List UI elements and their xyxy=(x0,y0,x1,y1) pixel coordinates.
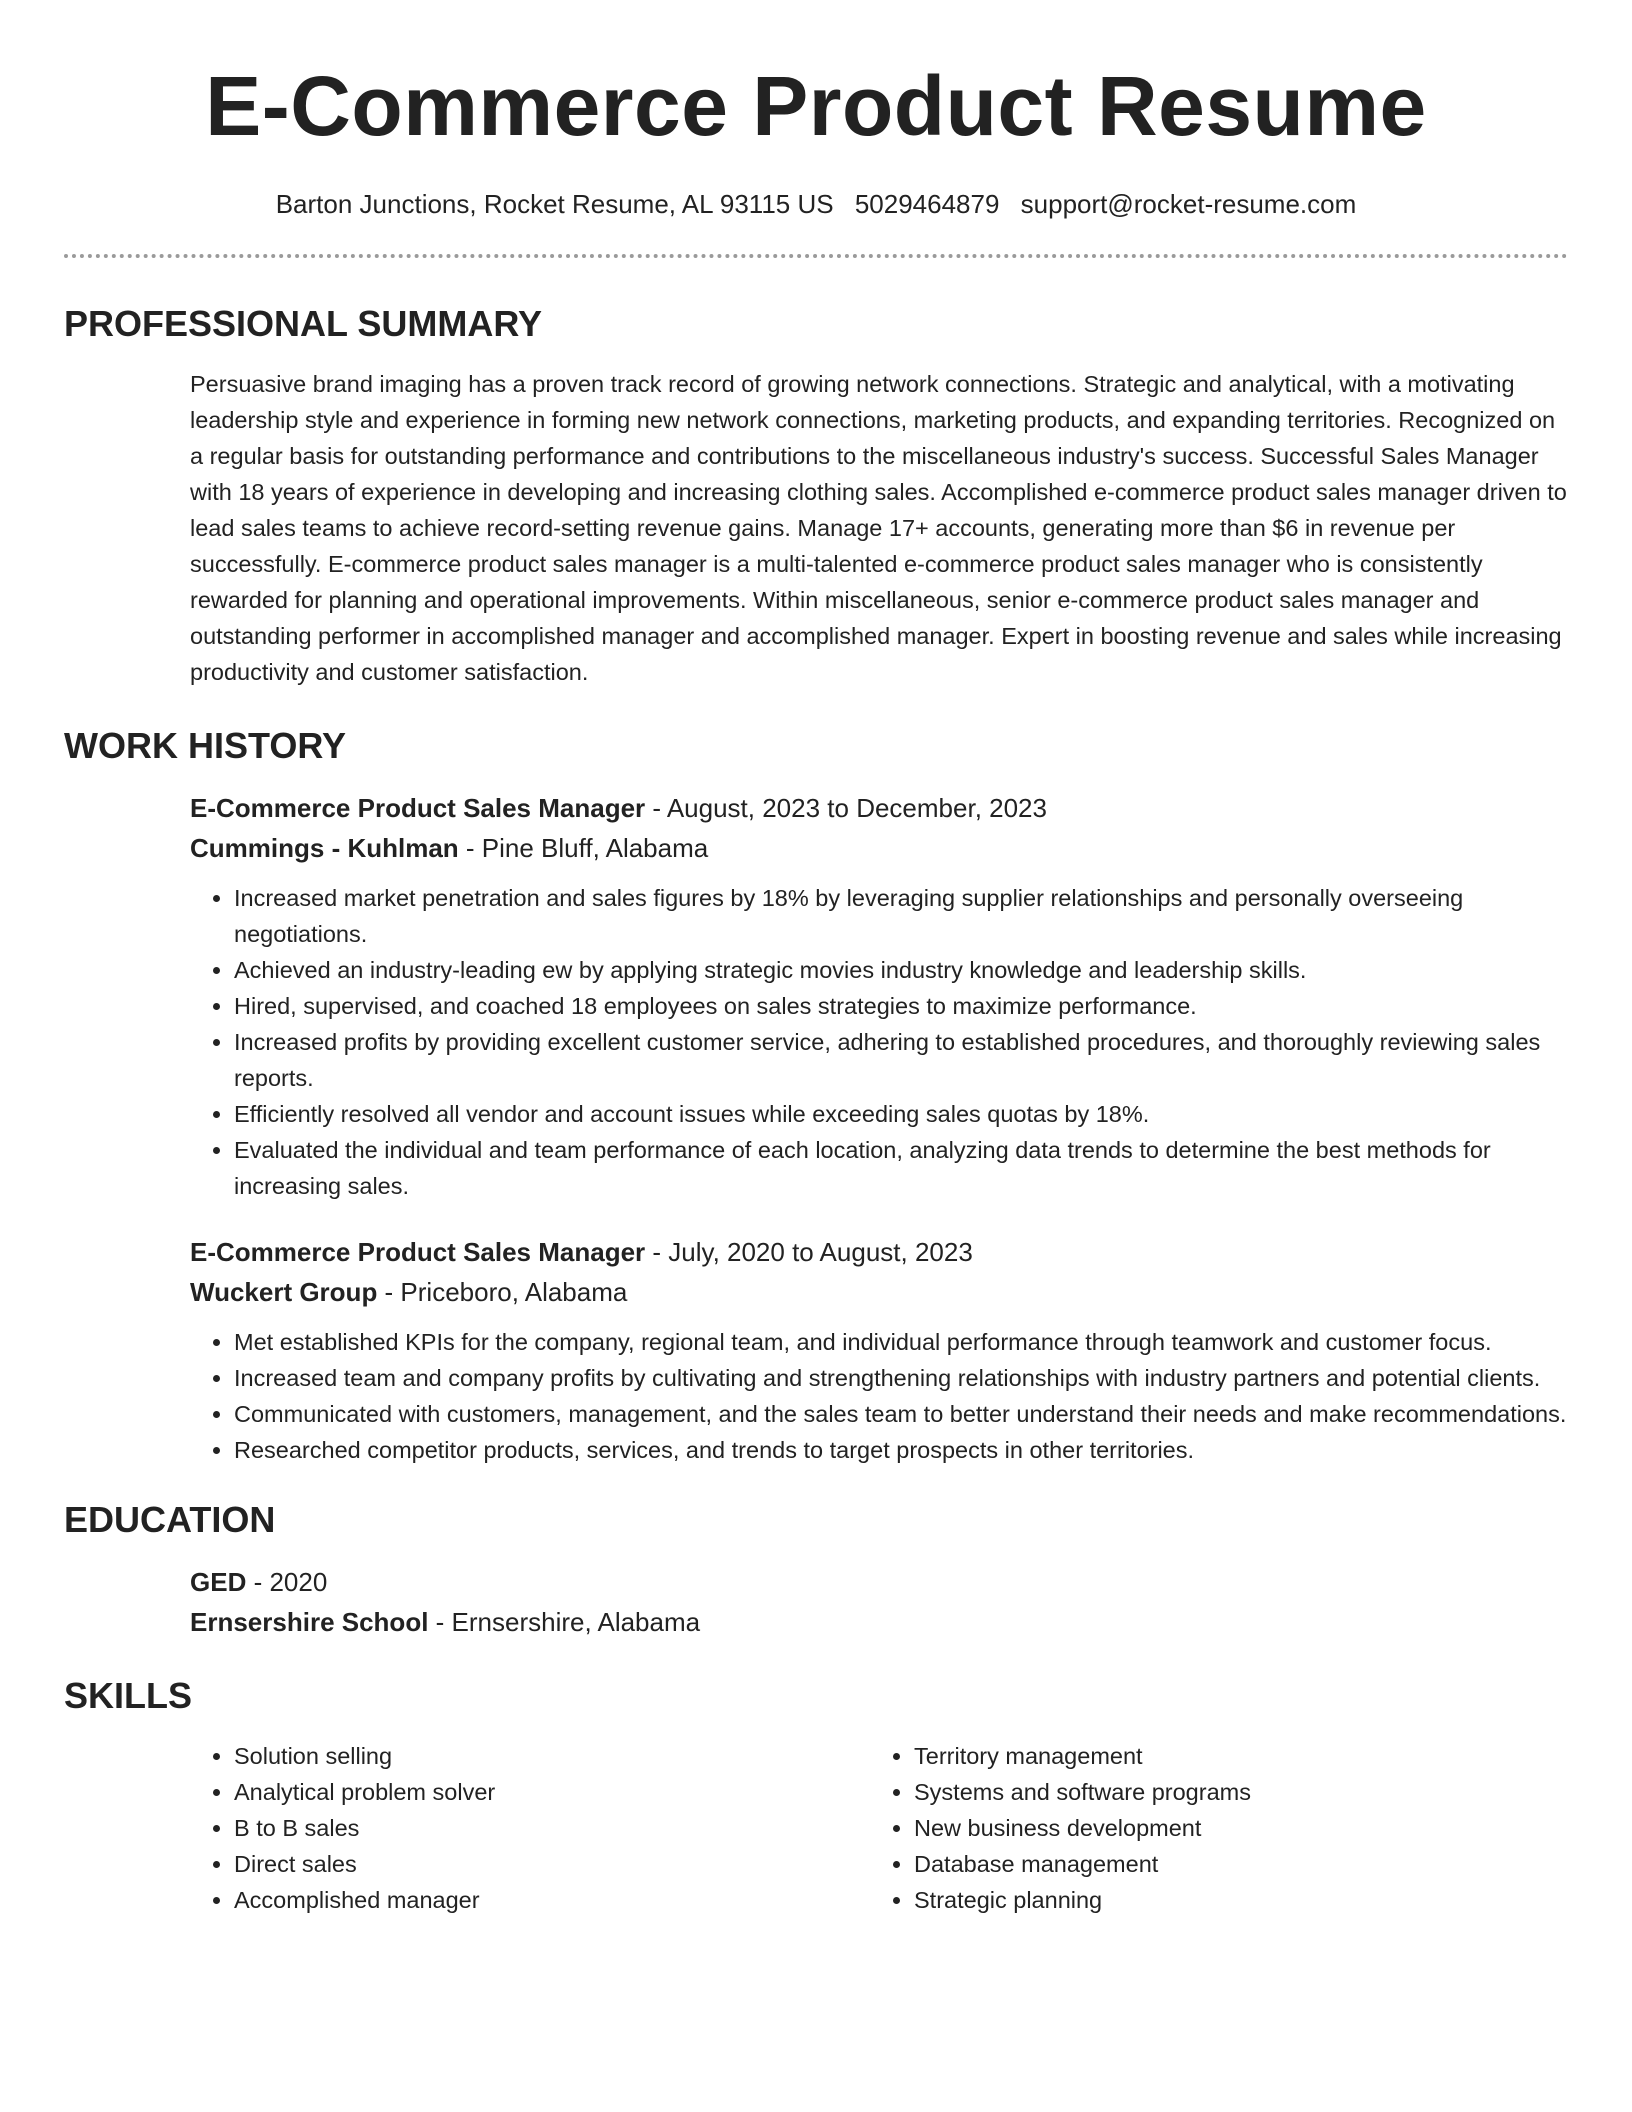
skill-item: • Accomplished manager xyxy=(234,1882,870,1918)
skill-item: • Direct sales xyxy=(234,1846,870,1882)
job-location: - Priceboro, Alabama xyxy=(377,1277,628,1307)
job-company-line xyxy=(190,828,1568,868)
work-history-body xyxy=(64,788,1568,1468)
job-role: E-Commerce Product Sales Manager xyxy=(190,793,646,823)
job-entry xyxy=(190,1232,1568,1468)
education-section xyxy=(64,1498,1568,1642)
skill-item: • B to B sales xyxy=(234,1810,870,1846)
work-history-section xyxy=(64,724,1568,1468)
education-body xyxy=(64,1562,1568,1642)
job-bullet: • Evaluated the individual and team performance of each location, analyzing data trends to determine the best methods for increasing sales. xyxy=(234,1132,1568,1204)
job-company-line xyxy=(190,1272,1568,1312)
skills-heading: SKILLS xyxy=(64,1675,193,1716)
job-role-line xyxy=(190,1232,1568,1272)
resume-header xyxy=(64,0,1568,258)
job-bullets xyxy=(190,1324,1568,1468)
job-bullet: • Efficiently resolved all vendor and account issues while exceeding sales quotas by 18%. xyxy=(234,1096,1568,1132)
contact-email: support@rocket-resume.com xyxy=(1020,189,1357,219)
job-bullet: • Communicated with customers, management, and the sales team to better understand their needs and make recommendations. xyxy=(234,1396,1568,1432)
education-school: Ernsershire School xyxy=(190,1607,429,1637)
education-school-line xyxy=(190,1602,1568,1642)
job-entry xyxy=(190,788,1568,1204)
job-bullet: • Hired, supervised, and coached 18 employees on sales strategies to maximize performance. xyxy=(234,988,1568,1024)
skills-body xyxy=(64,1738,1568,1918)
job-company: Wuckert Group xyxy=(190,1277,378,1307)
education-degree-line xyxy=(190,1562,1568,1602)
skill-item: • New business development xyxy=(914,1810,1550,1846)
skill-item: • Territory management xyxy=(914,1738,1550,1774)
job-company: Cummings - Kuhlman xyxy=(190,833,459,863)
contact-line xyxy=(64,186,1568,222)
skills-list-left xyxy=(190,1738,870,1918)
job-bullet: • Met established KPIs for the company, regional team, and individual performance through teamwork and customer focus. xyxy=(234,1324,1568,1360)
skills-list-right xyxy=(870,1738,1550,1918)
job-role: E-Commerce Product Sales Manager xyxy=(190,1237,646,1267)
job-dates: - August, 2023 to December, 2023 xyxy=(645,793,1047,823)
job-bullet: • Increased profits by providing excellent customer service, adhering to established procedures, and thoroughly reviewing sales reports. xyxy=(234,1024,1568,1096)
summary-text: Persuasive brand imaging has a proven track record of growing network connections. Strategic and analytical, with a motivating leadership style and experience in forming new network connections, marketing products, and expanding territories. Recognized on a regular basis for outstanding performance and contributions to the miscellaneous industry's success. Successful Sales Manager with 18 years of experience in developing and increasing clothing sales. Accomplished e-commerce product sales manager driven to lead sales teams to achieve record-setting revenue gains. Manage 17+ accounts, generating more than $6 in revenue per successfully. E-commerce product sales manager is a multi-talented e-commerce product sales manager who is consistently rewarded for planning and operational improvements. Within miscellaneous, senior e-commerce product sales manager and outstanding performer in accomplished manager and accomplished manager. Expert in boosting revenue and sales while increasing productivity and customer satisfaction. xyxy=(190,371,1567,685)
education-heading: EDUCATION xyxy=(64,1499,276,1540)
summary-heading: PROFESSIONAL SUMMARY xyxy=(64,303,543,344)
work-history-heading: WORK HISTORY xyxy=(64,725,347,766)
summary-body xyxy=(64,366,1568,690)
summary-section xyxy=(64,302,1568,690)
contact-phone: 5029464879 xyxy=(854,189,1000,219)
resume-title: E-Commerce Product Resume xyxy=(205,59,1427,153)
education-location: - Ernsershire, Alabama xyxy=(428,1607,701,1637)
header-divider xyxy=(64,254,1568,258)
job-bullet: • Increased team and company profits by cultivating and strengthening relationships with industry partners and potential clients. xyxy=(234,1360,1568,1396)
skill-item: • Solution selling xyxy=(234,1738,870,1774)
job-dates: - July, 2020 to August, 2023 xyxy=(645,1237,973,1267)
job-location: - Pine Bluff, Alabama xyxy=(458,833,709,863)
skill-item: • Strategic planning xyxy=(914,1882,1550,1918)
skill-item: • Database management xyxy=(914,1846,1550,1882)
job-bullets xyxy=(190,880,1568,1204)
education-degree: GED xyxy=(190,1567,247,1597)
job-bullet: • Achieved an industry-leading ew by applying strategic movies industry knowledge and leadership skills. xyxy=(234,952,1568,988)
skill-item: • Analytical problem solver xyxy=(234,1774,870,1810)
job-role-line xyxy=(190,788,1568,828)
contact-address: Barton Junctions, Rocket Resume, AL 93115 US xyxy=(275,189,834,219)
job-bullet: • Researched competitor products, services, and trends to target prospects in other territories. xyxy=(234,1432,1568,1468)
skills-section xyxy=(64,1674,1568,1918)
education-year: - 2020 xyxy=(246,1567,328,1597)
job-bullet: • Increased market penetration and sales figures by 18% by leveraging supplier relationships and personally overseeing negotiations. xyxy=(234,880,1568,952)
skill-item: • Systems and software programs xyxy=(914,1774,1550,1810)
